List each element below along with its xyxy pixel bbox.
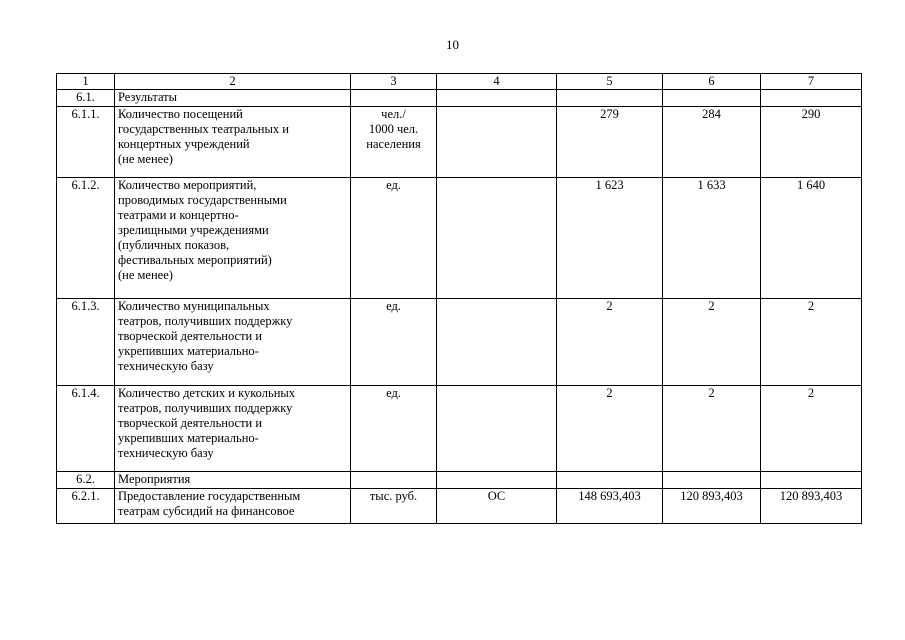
row-value-6: 284 <box>663 107 761 178</box>
row-source <box>437 90 557 107</box>
row-source <box>437 386 557 472</box>
table-row <box>57 386 862 472</box>
row-unit: тыс. руб. <box>351 489 437 524</box>
row-number: 6.1. <box>57 90 115 107</box>
row-source <box>437 178 557 299</box>
row-value-6: 2 <box>663 299 761 386</box>
row-name: Предоставление государственным театрам субсидий на финансовое <box>115 489 351 524</box>
row-value-5 <box>557 472 663 489</box>
row-unit <box>351 90 437 107</box>
row-name: Количество мероприятий, проводимых государственными театрами и концертно- зрелищными учреждениями (публичных показов, фестивальных мероприятий) (не менее) <box>115 178 351 299</box>
row-value-7: 2 <box>761 299 862 386</box>
table-row <box>57 489 862 524</box>
column-header: 7 <box>761 74 862 90</box>
table-row <box>57 178 862 299</box>
row-value-6: 1 633 <box>663 178 761 299</box>
row-value-7 <box>761 90 862 107</box>
row-name: Количество муниципальных театров, получивших поддержку творческой деятельности и укрепивших материально- техническую базу <box>115 299 351 386</box>
row-unit <box>351 472 437 489</box>
row-value-5: 148 693,403 <box>557 489 663 524</box>
row-number: 6.2.1. <box>57 489 115 524</box>
table-row <box>57 107 862 178</box>
row-value-7 <box>761 472 862 489</box>
row-source <box>437 299 557 386</box>
table-row <box>57 90 862 107</box>
row-value-5: 1 623 <box>557 178 663 299</box>
column-header: 1 <box>57 74 115 90</box>
row-number: 6.1.4. <box>57 386 115 472</box>
row-name: Результаты <box>115 90 351 107</box>
row-source: ОС <box>437 489 557 524</box>
row-value-5 <box>557 90 663 107</box>
row-number: 6.1.3. <box>57 299 115 386</box>
row-value-5: 2 <box>557 299 663 386</box>
row-name: Количество посещений государственных театральных и концертных учреждений (не менее) <box>115 107 351 178</box>
column-header: 6 <box>663 74 761 90</box>
row-name: Мероприятия <box>115 472 351 489</box>
row-value-7: 120 893,403 <box>761 489 862 524</box>
column-header: 5 <box>557 74 663 90</box>
data-table <box>56 73 862 524</box>
row-source <box>437 107 557 178</box>
row-source <box>437 472 557 489</box>
column-header: 4 <box>437 74 557 90</box>
row-value-7: 2 <box>761 386 862 472</box>
column-header: 2 <box>115 74 351 90</box>
row-value-6: 120 893,403 <box>663 489 761 524</box>
row-unit: ед. <box>351 299 437 386</box>
page-number: 10 <box>446 37 459 52</box>
row-value-6: 2 <box>663 386 761 472</box>
row-number: 6.1.2. <box>57 178 115 299</box>
row-number: 6.2. <box>57 472 115 489</box>
row-value-7: 1 640 <box>761 178 862 299</box>
row-value-5: 2 <box>557 386 663 472</box>
table-row <box>57 299 862 386</box>
row-value-6 <box>663 472 761 489</box>
column-header: 3 <box>351 74 437 90</box>
row-unit: ед. <box>351 178 437 299</box>
row-value-6 <box>663 90 761 107</box>
table-row <box>57 472 862 489</box>
row-number: 6.1.1. <box>57 107 115 178</box>
row-unit: чел./ 1000 чел. населения <box>351 107 437 178</box>
row-name: Количество детских и кукольных театров, получивших поддержку творческой деятельности и укрепивших материально- техническую базу <box>115 386 351 472</box>
row-value-7: 290 <box>761 107 862 178</box>
table-header-row <box>57 74 862 90</box>
row-unit: ед. <box>351 386 437 472</box>
row-value-5: 279 <box>557 107 663 178</box>
